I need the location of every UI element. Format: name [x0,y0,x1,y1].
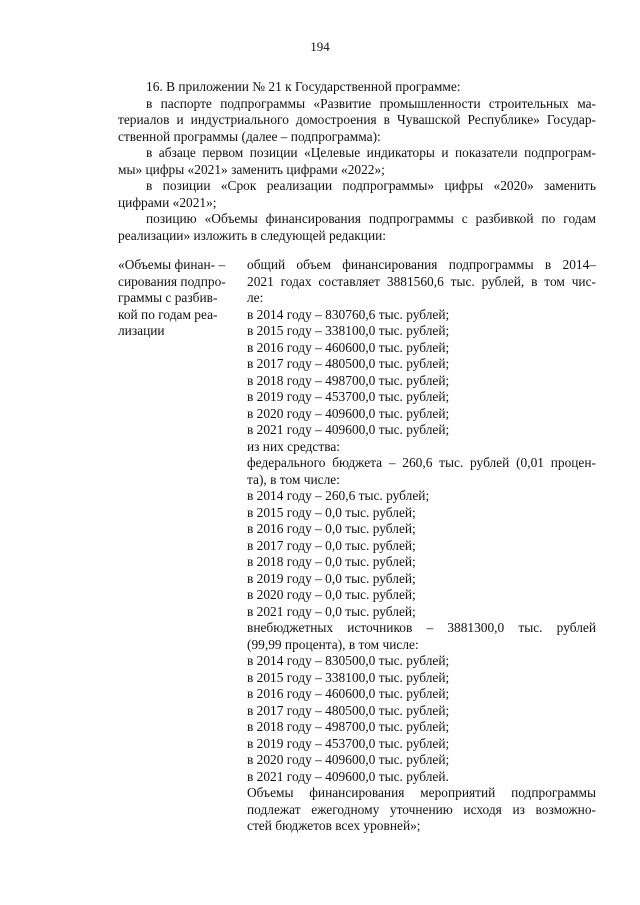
extrabudgetary-year-item: в 2014 году – 830500,0 тыс. рублей; [247,653,450,668]
extrabudgetary-line: внебюджетных источников – 3881300,0 тыс. рублей [247,620,596,635]
intro-text [118,79,596,244]
extrabudgetary-year-item: в 2019 году – 453700,0 тыс. рублей; [247,735,450,751]
page-number: 194 [310,39,330,54]
extrabudgetary-line: (99,99 процента), в том числе: [247,636,419,652]
federal-year-item: в 2020 году – 0,0 тыс. рублей; [247,587,416,602]
intro-paragraph-2: в паспорте подпрограммы «Развитие промышленности строительных ма- [146,95,596,111]
total-financing-line: 2021 годах составляет 3881560,6 тыс. рублей, в том чис- [247,273,596,289]
total-financing-line: ле: [247,290,264,305]
total-financing-line: общий объем финансирования подпрограммы в 2014– [247,257,596,272]
position-title [118,257,234,340]
intro-paragraph-3: в абзаце первом позиции «Целевые индикаторы и показатели подпрограм- [146,145,596,160]
total-year-item: в 2018 году – 498700,0 тыс. рублей; [247,372,450,388]
intro-paragraph-2-line-2: териалов и индустриального домостроения в Чувашской Республике» Государ- [118,112,596,127]
closing-note-line: стей бюджетов всех уровней»; [247,818,421,833]
position-title-line: кой по годам реа- [118,306,218,322]
position-title-line: сирования подпро- [118,273,226,289]
closing-note-line: подлежат ежегодному уточнению исходя из возможно- [247,801,596,817]
closing-note-line: Объемы финансирования мероприятий подпрограммы [247,785,596,800]
federal-year-item: в 2017 году – 0,0 тыс. рублей; [247,537,416,553]
sources-intro: из них средства: [247,438,341,454]
federal-budget-line: та), в том числе: [247,471,340,487]
intro-paragraph-4: в позиции «Срок реализации подпрограммы» цифры «2020» заменить [146,178,596,193]
position-title-line: лизации [118,323,165,338]
federal-year-item: в 2015 году – 0,0 тыс. рублей; [247,504,416,520]
federal-year-item: в 2018 году – 0,0 тыс. рублей; [247,554,416,569]
intro-paragraph-1: 16. В приложении № 21 к Государственной программе: [146,79,461,94]
intro-paragraph-4-line-2: цифрами «2021»; [118,194,217,210]
position-title-line: «Объемы финан- – [118,257,226,272]
total-year-item: в 2014 году – 830760,6 тыс. рублей; [247,306,450,322]
extrabudgetary-year-item: в 2016 году – 460600,0 тыс. рублей; [247,686,450,701]
extrabudgetary-year-item: в 2018 году – 498700,0 тыс. рублей; [247,719,450,734]
total-year-item: в 2015 году – 338100,0 тыс. рублей; [247,323,450,338]
total-year-item: в 2019 году – 453700,0 тыс. рублей; [247,389,450,404]
federal-year-item: в 2021 году – 0,0 тыс. рублей; [247,603,416,619]
intro-paragraph-2-line-3: ственной программы (далее – подпрограмма): [118,128,381,144]
federal-year-item: в 2019 году – 0,0 тыс. рублей; [247,570,416,586]
financing-details [247,257,596,835]
extrabudgetary-year-item: в 2021 году – 409600,0 тыс. рублей. [247,768,449,784]
extrabudgetary-year-item: в 2020 году – 409600,0 тыс. рублей; [247,752,450,767]
extrabudgetary-year-item: в 2017 году – 480500,0 тыс. рублей; [247,702,450,718]
intro-paragraph-5: позицию «Объемы финансирования подпрограммы с разбивкой по годам [146,211,596,226]
extrabudgetary-year-item: в 2015 году – 338100,0 тыс. рублей; [247,669,450,685]
position-title-line: граммы с разбив- [118,290,218,305]
total-year-item: в 2016 году – 460600,0 тыс. рублей; [247,339,450,355]
total-year-item: в 2017 году – 480500,0 тыс. рублей; [247,356,450,371]
intro-paragraph-5-line-2: реализации» изложить в следующей редакции: [118,227,386,243]
total-year-item: в 2021 году – 409600,0 тыс. рублей; [247,422,450,437]
federal-year-item: в 2016 году – 0,0 тыс. рублей; [247,521,416,536]
intro-paragraph-3-line-2: мы» цифры «2021» заменить цифрами «2022»; [118,161,385,177]
federal-budget-line: федерального бюджета – 260,6 тыс. рублей (0,01 процен- [247,455,596,470]
total-year-item: в 2020 году – 409600,0 тыс. рублей; [247,405,450,421]
federal-year-item: в 2014 году – 260,6 тыс. рублей; [247,488,430,503]
